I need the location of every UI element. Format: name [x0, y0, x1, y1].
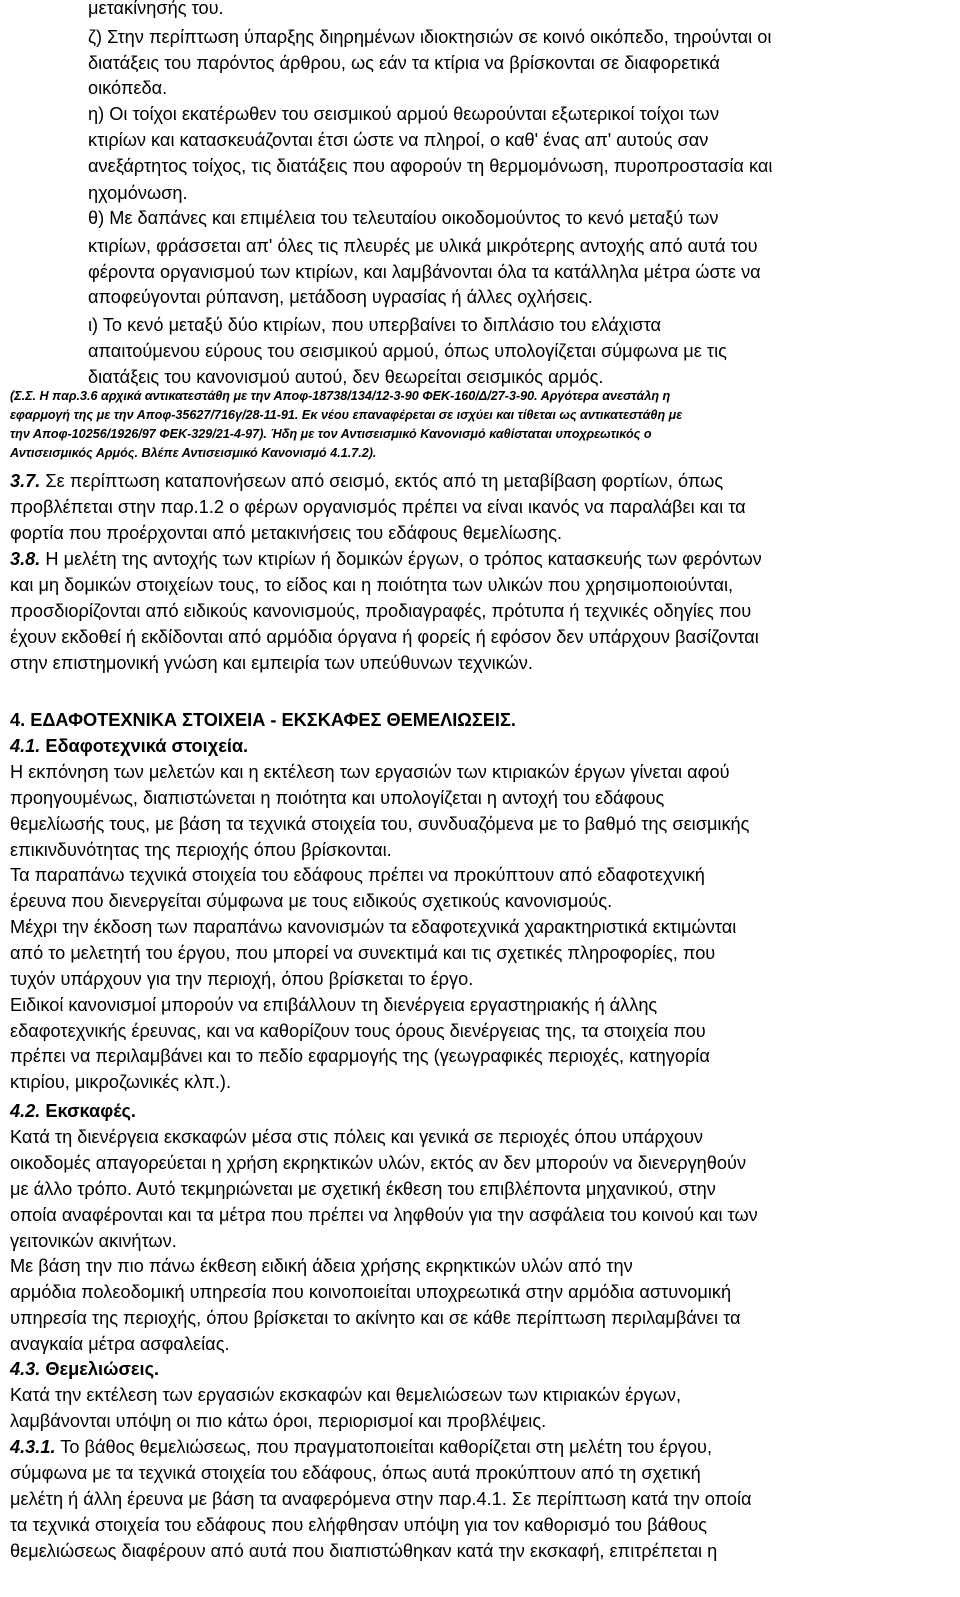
section-4-3-1-line: τα τεχνικά στοιχεία του εδάφους που ελήφθησαν υπόψη για τον καθορισμό του βάθους [10, 1515, 708, 1535]
paragraph-zeta-line: ζ) Στην περίπτωση ύπαρξης διηρημένων ιδιοκτησιών σε κοινό οικόπεδο, τηρούνται οι [88, 27, 772, 47]
section-heading [10, 733, 248, 759]
section-heading [10, 1098, 136, 1124]
section-3-8-line: έχουν εκδοθεί ή εκδίδονται από αρμόδια όργανα ή φορείς ή εφόσον δεν υπάρχουν βασίζονται [10, 627, 759, 647]
section-4-2-line: υπηρεσία της περιοχής, όπου βρίσκεται το ακίνητο και σε κάθε περίπτωση περιλαμβάνει τα [10, 1308, 741, 1328]
section-4-1-line: Η εκπόνηση των μελετών και η εκτέλεση των εργασιών των κτιριακών έργων γίνεται αφού [10, 762, 730, 782]
section-4-2-line: αρμόδια πολεοδομική υπηρεσία που κοινοποιείται υποχρεωτικά στην αρμόδια αστυνομική [10, 1282, 732, 1302]
section-4-3-line: Κατά την εκτέλεση των εργασιών εκσκαφών και θεμελιώσεων των κτιριακών έργων, [10, 1385, 682, 1405]
section-4-2-line: γειτονικών ακινήτων. [10, 1231, 177, 1251]
section-4-2-line: Κατά τη διενέργεια εκσκαφών μέσα στις πόλεις και γενικά σε περιοχές όπου υπάρχουν [10, 1127, 704, 1147]
section-4-2-line: οικοδομές απαγορεύεται η χρήση εκρηκτικών υλών, εκτός αν δεν μπορούν να διενεργηθούν [10, 1153, 747, 1173]
section-number: 3.8. [10, 549, 41, 569]
section-4-3-1-line: μελέτη ή άλλη έρευνα με βάση τα αναφερόμενα στην παρ.4.1. Σε περίπτωση κατά την οποία [10, 1489, 752, 1509]
paragraph-eta-line: ηχομόνωση. [88, 183, 188, 203]
section-number: 4.3.1. [10, 1437, 56, 1457]
section-number: 4.3. [10, 1359, 41, 1379]
section-3-8-line: προσδιορίζονται από ειδικούς κανονισμούς, προδιαγραφές, πρότυπα ή τεχνικές οδηγίες που [10, 601, 752, 621]
paragraph-zeta-line: οικόπεδα. [88, 78, 168, 98]
paragraph-eta-line: η) Οι τοίχοι εκατέρωθεν του σεισμικού αρμού θεωρούνται εξωτερικοί τοίχοι των [88, 104, 720, 124]
chapter-heading: 4. ΕΔΑΦΟΤΕΧΝΙΚΑ ΣΤΟΙΧΕΙΑ - ΕΚΣΚΑΦΕΣ ΘΕΜΕΛΙΩΣΕΙΣ. [10, 710, 516, 730]
section-4-2-line: αναγκαία μέτρα ασφαλείας. [10, 1334, 230, 1354]
paragraph-eta-line: ανεξάρτητος τοίχος, τις διατάξεις που αφορούν τη θερμομόνωση, πυροπροστασία και [88, 156, 773, 176]
section-title: Εδαφοτεχνικά στοιχεία. [40, 736, 249, 756]
section-4-1-line: Ειδικοί κανονισμοί μπορούν να επιβάλλουν τη διενέργεια εργαστηριακής ή άλλης [10, 995, 658, 1015]
editor-note-line: Αντισεισμικός Αρμός. Βλέπε Αντισεισμικό Κανονισμό 4.1.7.2). [10, 446, 377, 460]
section-3-7-line: φορτία που προέρχονται από μετακινήσεις του εδάφους θεμελίωσης. [10, 523, 563, 543]
paragraph-theta-line: κτιρίων, φράσσεται απ' όλες τις πλευρές με υλικά μικρότερης αντοχής από αυτά του [88, 236, 758, 256]
section-4-1-line: κτιρίου, μικροζωνικές κλπ.). [10, 1072, 232, 1092]
paragraph-iota-line: διατάξεις του κανονισμού αυτού, δεν θεωρείται σεισμικός αρμός. [88, 367, 604, 387]
section-heading [10, 1356, 159, 1382]
section-4-1-line: πρέπει να περιλαμβάνει και το πεδίο εφαρμογής της (γεωγραφικές περιοχές, κατηγορία [10, 1046, 710, 1066]
section-3-7-line [10, 468, 723, 494]
paragraph-iota-line: απαιτούμενου εύρους του σεισμικού αρμού, όπως υπολογίζεται σύμφωνα με τις [88, 341, 727, 361]
section-title: Θεμελιώσεις. [40, 1359, 160, 1379]
section-title: Εκσκαφές. [40, 1101, 136, 1121]
section-4-1-line: προηγουμένως, διαπιστώνεται η ποιότητα και υπολογίζεται η αντοχή του εδάφους [10, 788, 665, 808]
section-4-3-1-line: θεμελιώσεως διαφέρουν από αυτά που διαπιστώθηκαν κατά την εκσκαφή, επιτρέπεται η [10, 1541, 718, 1561]
paragraph-theta-line: θ) Με δαπάνες και επιμέλεια του τελευταίου οικοδομούντος το κενό μεταξύ των [88, 208, 719, 228]
section-3-8-line [10, 546, 762, 572]
section-4-1-line: έρευνα που διενεργείται σύμφωνα με τους ειδικούς σχετικούς κανονισμούς. [10, 891, 613, 911]
section-3-8-line: και μη δομικών στοιχείων τους, το είδος και η ποιότητα των υλικών που χρησιμοποιούνται, [10, 575, 734, 595]
paragraph-theta-line: αποφεύγονται ρύπανση, μετάδοση υγρασίας ή άλλες οχλήσεις. [88, 287, 593, 307]
paragraph-theta-line: φέροντα οργανισμού των κτιρίων, και λαμβάνονται όλα τα κατάλληλα μέτρα ώστε να [88, 262, 761, 282]
section-4-3-1-line [10, 1434, 712, 1460]
section-text: Το βάθος θεμελιώσεως, που πραγματοποιείται καθορίζεται στη μελέτη του έργου, [55, 1437, 712, 1457]
section-4-1-line: θεμελίωσής τους, με βάση τα τεχνικά στοιχεία του, συνδυαζόμενα με το βαθμό της σεισμικής [10, 814, 750, 834]
editor-note-line: την Αποφ-10256/1926/97 ΦΕΚ-329/21-4-97). Ήδη με τον Αντισεισμικό Κανονισμό καθίσταται υποχρεωτικός ο [10, 427, 652, 441]
section-4-3-line: λαμβάνονται υπόψη οι πιο κάτω όροι, περιορισμοί και προβλέψεις. [10, 1411, 547, 1431]
section-text: Σε περίπτωση καταπονήσεων από σεισμό, εκτός από τη μεταβίβαση φορτίων, όπως [40, 471, 724, 491]
section-4-2-line: Με βάση την πιο πάνω έκθεση ειδική άδεια χρήσης εκρηκτικών υλών από την [10, 1256, 633, 1276]
section-3-8-line: στην επιστημονική γνώση και εμπειρία των υπεύθυνων τεχνικών. [10, 653, 533, 673]
paragraph-eta-line: κτιρίων και κατασκευάζονται έτσι ώστε να πληροί, ο καθ' ένας απ' αυτούς σαν [88, 130, 709, 150]
editor-note-line: (Σ.Σ. Η παρ.3.6 αρχικά αντικατεστάθη με την Αποφ-18738/134/12-3-90 ΦΕΚ-160/Δ/27-3-90. Αργότερα ανεστάλη η [10, 389, 671, 403]
section-3-7-line: προβλέπεται στην παρ.1.2 ο φέρων οργανισμός πρέπει να είναι ικανός να παραλάβει και τα [10, 497, 746, 517]
section-4-1-line: από το μελετητή του έργου, που μπορεί να συνεκτιμά και τις σχετικές πληροφορίες, που [10, 943, 716, 963]
section-4-1-line: τυχόν υπάρχουν για την περιοχή, όπου βρίσκεται το έργο. [10, 969, 474, 989]
section-4-1-line: Τα παραπάνω τεχνικά στοιχεία του εδάφους πρέπει να προκύπτουν από εδαφοτεχνική [10, 865, 705, 885]
section-4-2-line: οποία αναφέρονται και τα μέτρα που πρέπει να ληφθούν για την ασφάλεια του κοινού και των [10, 1205, 758, 1225]
section-4-3-1-line: σύμφωνα με τα τεχνικά στοιχεία του εδάφους, όπως αυτά προκύπτουν από τη σχετική [10, 1463, 701, 1483]
section-number: 3.7. [10, 471, 41, 491]
section-4-2-line: με άλλο τρόπο. Αυτό τεκμηριώνεται με σχετική έκθεση του επιβλέποντα μηχανικού, στην [10, 1179, 716, 1199]
section-number: 4.1. [10, 736, 41, 756]
editor-note-line: εφαρμογή της με την Αποφ-35627/716γ/28-11-91. Εκ νέου επαναφέρεται σε ισχύει και τίθεται ως αντικατεστάθη με [10, 408, 683, 422]
section-4-1-line: εδαφοτεχνικής έρευνας, και να καθορίζουν τους όρους διενέργειας της, τα στοιχεία που [10, 1021, 706, 1041]
paragraph-iota-line: ι) Το κενό μεταξύ δύο κτιρίων, που υπερβαίνει το διπλάσιο του ελάχιστα [88, 315, 662, 335]
section-number: 4.2. [10, 1101, 41, 1121]
section-text: Η μελέτη της αντοχής των κτιρίων ή δομικών έργων, ο τρόπος κατασκευής των φερόντων [40, 549, 762, 569]
section-4-1-line: επικινδυνότητας της περιοχής όπου βρίσκονται. [10, 840, 392, 860]
section-4-1-line: Μέχρι την έκδοση των παραπάνω κανονισμών τα εδαφοτεχνικά χαρακτηριστικά εκτιμώνται [10, 917, 737, 937]
paragraph-zeta-line: διατάξεις του παρόντος άρθρου, ως εάν τα κτίρια να βρίσκονται σε διαφορετικά [88, 53, 720, 73]
paragraph-line: μετακίνησής του. [88, 0, 224, 18]
